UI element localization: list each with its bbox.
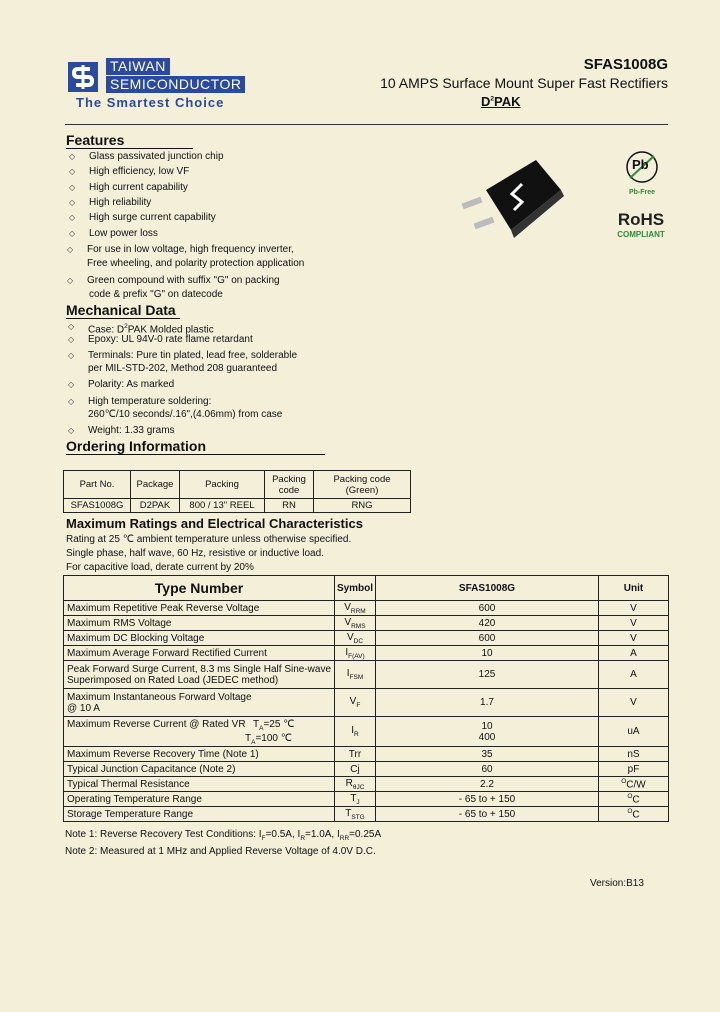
brand-tagline: The Smartest Choice xyxy=(76,95,225,110)
symbol-cell: $I_{FSM}$ xyxy=(335,661,376,689)
list-item-continued: 260℃/10 seconds/.16",(4.06mm) from case xyxy=(88,409,283,420)
table-row xyxy=(64,631,669,646)
pb-free-badge xyxy=(620,150,664,196)
table-row xyxy=(64,792,669,807)
param-cell xyxy=(64,717,335,747)
list-item: ◇ Low power loss xyxy=(69,228,158,239)
rohs-compliant-label: COMPLIANT xyxy=(617,230,665,239)
list-item: ◇ Case: $D^2PAK$ Molded plastic xyxy=(68,322,214,336)
page-title: SFAS1008G xyxy=(583,56,668,73)
value-cell: - 65 to + 150 xyxy=(376,792,599,807)
ta-100-condition: $T_A=100$ ℃ xyxy=(245,732,292,746)
param-cell: Maximum Average Forward Rectified Current xyxy=(64,646,335,661)
param-cell: Typical Thermal Resistance xyxy=(64,777,335,792)
symbol-cell: $R_{\theta JC}$ xyxy=(335,777,376,792)
unit-cell: V xyxy=(599,601,669,616)
condition-line: Rating at 25 ℃ ambient temperature unless otherwise specified. xyxy=(66,534,352,545)
cell-package: D2PAK xyxy=(131,499,180,513)
symbol-cell: $T_{STG}$ xyxy=(335,807,376,822)
table-row xyxy=(64,616,669,631)
list-item: ◇ High current capability xyxy=(69,182,188,193)
param-cell: Maximum Repetitive Peak Reverse Voltage xyxy=(64,601,335,616)
list-item: ◇ Epoxy: UL 94V-0 rate flame retardant xyxy=(68,334,253,345)
col-packing-code-green: Packing code (Green) xyxy=(314,471,411,499)
table-row xyxy=(64,762,669,777)
page-subtitle: 10 AMPS Surface Mount Super Fast Rectifiers xyxy=(380,75,668,91)
param-cell: Maximum RMS Voltage xyxy=(64,616,335,631)
list-item: ◇ For use in low voltage, high frequency inverter, xyxy=(67,244,294,255)
symbol-cell: Cj xyxy=(335,762,376,777)
note-2: Note 2: Measured at 1 MHz and Applied Reverse Voltage of 4.0V D.C. xyxy=(65,846,376,857)
table-row xyxy=(64,717,669,747)
company-logo-icon xyxy=(68,62,98,92)
package-photo-icon xyxy=(456,150,576,255)
cell-packing-code-green: RNG xyxy=(314,499,411,513)
unit-cell: A xyxy=(599,661,669,689)
unit-cell: uA xyxy=(599,717,669,747)
table-header-row xyxy=(64,576,669,601)
list-item-continued: per MIL-STD-202, Method 208 guaranteed xyxy=(88,363,277,374)
list-item-continued: code & prefix "G" on datecode xyxy=(89,289,223,300)
rohs-label: RoHS xyxy=(617,210,665,229)
table-row xyxy=(64,807,669,822)
param-cell: Typical Junction Capacitance (Note 2) xyxy=(64,762,335,777)
value-cell: 600 xyxy=(376,631,599,646)
pb-free-label: Pb-Free xyxy=(628,189,656,196)
table-row xyxy=(64,689,669,717)
unit-cell: nS xyxy=(599,747,669,762)
symbol-cell: $V_{DC}$ xyxy=(335,631,376,646)
ordering-heading: Ordering Information xyxy=(66,438,325,455)
param-cell: Maximum Instantaneous Forward Voltage @ 10 A xyxy=(64,689,335,717)
package-name: $D^2PAK$ xyxy=(481,94,521,109)
unit-cell: $^O$C xyxy=(599,807,669,822)
value-cell: 35 xyxy=(376,747,599,762)
symbol-cell: $I_R$ xyxy=(335,717,376,747)
col-package: Package xyxy=(131,471,180,499)
value-cell: 60 xyxy=(376,762,599,777)
param-label: Maximum Reverse Current @ Rated VR xyxy=(67,718,246,730)
param-cell: Operating Temperature Range xyxy=(64,792,335,807)
symbol-cell: Trr xyxy=(335,747,376,762)
list-item: ◇ High reliability xyxy=(69,197,152,208)
table-row xyxy=(64,747,669,762)
mechanical-heading: Mechanical Data xyxy=(66,302,180,319)
ratings-heading: Maximum Ratings and Electrical Characteristics xyxy=(66,516,363,531)
col-unit: Unit xyxy=(599,576,669,601)
ratings-table xyxy=(63,575,669,822)
list-item: ◇ Polarity: As marked xyxy=(68,379,175,390)
symbol-cell: $V_{RMS}$ xyxy=(335,616,376,631)
cell-packing-code: RN xyxy=(265,499,314,513)
condition-line: Single phase, half wave, 60 Hz, resistive or inductive load. xyxy=(66,548,324,559)
list-item: ◇ High temperature soldering: xyxy=(68,396,212,407)
cell-packing: 800 / 13" REEL xyxy=(180,499,265,513)
param-cell: Maximum DC Blocking Voltage xyxy=(64,631,335,646)
table-header-row xyxy=(64,471,411,499)
value-cell: 10 xyxy=(376,646,599,661)
col-part-no: Part No. xyxy=(64,471,131,499)
table-row xyxy=(64,646,669,661)
param-cell: Peak Forward Surge Current, 8.3 ms Single Half Sine-wave Superimposed on Rated Load (JEDEC method) xyxy=(64,661,335,689)
list-item: ◇ Green compound with suffix "G" on packing xyxy=(67,275,280,286)
table-row xyxy=(64,777,669,792)
col-part-value: SFAS1008G xyxy=(376,576,599,601)
unit-cell: $^O$C xyxy=(599,792,669,807)
list-item: ◇ Terminals: Pure tin plated, lead free, solderable xyxy=(68,350,298,361)
list-item: ◇ High surge current capability xyxy=(69,212,216,223)
table-row xyxy=(64,499,411,513)
ta-25-condition: $T_A=25$ ℃ xyxy=(253,718,295,732)
col-packing: Packing xyxy=(180,471,265,499)
header-divider xyxy=(65,124,668,125)
ordering-table xyxy=(63,470,411,513)
value-cell: 1.7 xyxy=(376,689,599,717)
value-cell: - 65 to + 150 xyxy=(376,807,599,822)
list-item-continued: Free wheeling, and polarity protection application xyxy=(87,258,305,269)
value-cell: 10 400 xyxy=(376,717,599,747)
condition-line: For capacitive load, derate current by 20% xyxy=(66,562,254,573)
unit-cell: V xyxy=(599,631,669,646)
col-packing-code: Packing code xyxy=(265,471,314,499)
cell-part-no: SFAS1008G xyxy=(64,499,131,513)
brand-name-line2: SEMICONDUCTOR xyxy=(106,76,245,93)
version-label: Version:B13 xyxy=(590,878,644,889)
symbol-cell: $V_{RRM}$ xyxy=(335,601,376,616)
unit-cell: V xyxy=(599,689,669,717)
symbol-cell: $I_{F(AV)}$ xyxy=(335,646,376,661)
param-cell: Storage Temperature Range xyxy=(64,807,335,822)
param-cell: Maximum Reverse Recovery Time (Note 1) xyxy=(64,747,335,762)
features-heading: Features xyxy=(66,132,193,149)
col-symbol: Symbol xyxy=(335,576,376,601)
table-row xyxy=(64,661,669,689)
rohs-badge xyxy=(613,210,669,239)
value-cell: 2.2 xyxy=(376,777,599,792)
unit-cell: $^O$C/W xyxy=(599,777,669,792)
unit-cell: V xyxy=(599,616,669,631)
unit-cell: A xyxy=(599,646,669,661)
pb-label: Pb xyxy=(632,157,649,172)
value-cell: 125 xyxy=(376,661,599,689)
symbol-cell: $V_F$ xyxy=(335,689,376,717)
list-item: ◇ Weight: 1.33 grams xyxy=(68,425,175,436)
list-item: ◇ High efficiency, low VF xyxy=(69,166,190,177)
table-row xyxy=(64,601,669,616)
brand-name-line1: TAIWAN xyxy=(106,58,170,75)
value-cell: 420 xyxy=(376,616,599,631)
value-cell: 600 xyxy=(376,601,599,616)
list-item: ◇ Glass passivated junction chip xyxy=(69,151,224,162)
unit-cell: pF xyxy=(599,762,669,777)
symbol-cell: $T_J$ xyxy=(335,792,376,807)
col-type-number: Type Number xyxy=(64,576,335,601)
note-1: Note 1: Reverse Recovery Test Conditions: $I_F=0.5A$, $I_R=1.0A$, $I_{RR}=0.25A$ xyxy=(65,829,382,842)
rating-conditions xyxy=(66,533,351,575)
